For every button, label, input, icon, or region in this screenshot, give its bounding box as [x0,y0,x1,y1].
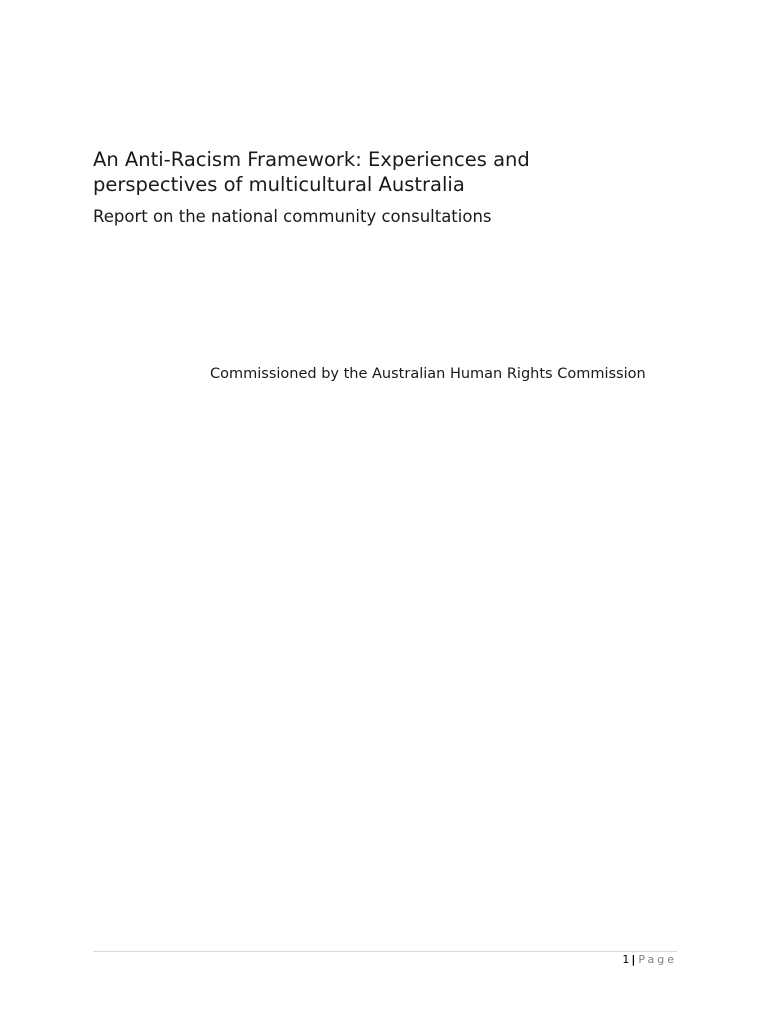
commissioned-by-text: Commissioned by the Australian Human Rights Commission [210,366,646,382]
page-label: Page [638,953,677,966]
document-subtitle: Report on the national community consultations [93,207,492,226]
page-number: 1 [622,953,630,966]
document-title: An Anti-Racism Framework: Experiences and perspectives of multicultural Australia [93,148,530,196]
page-footer [622,953,677,967]
footer-separator: | [631,953,636,966]
footer-divider [93,951,677,952]
